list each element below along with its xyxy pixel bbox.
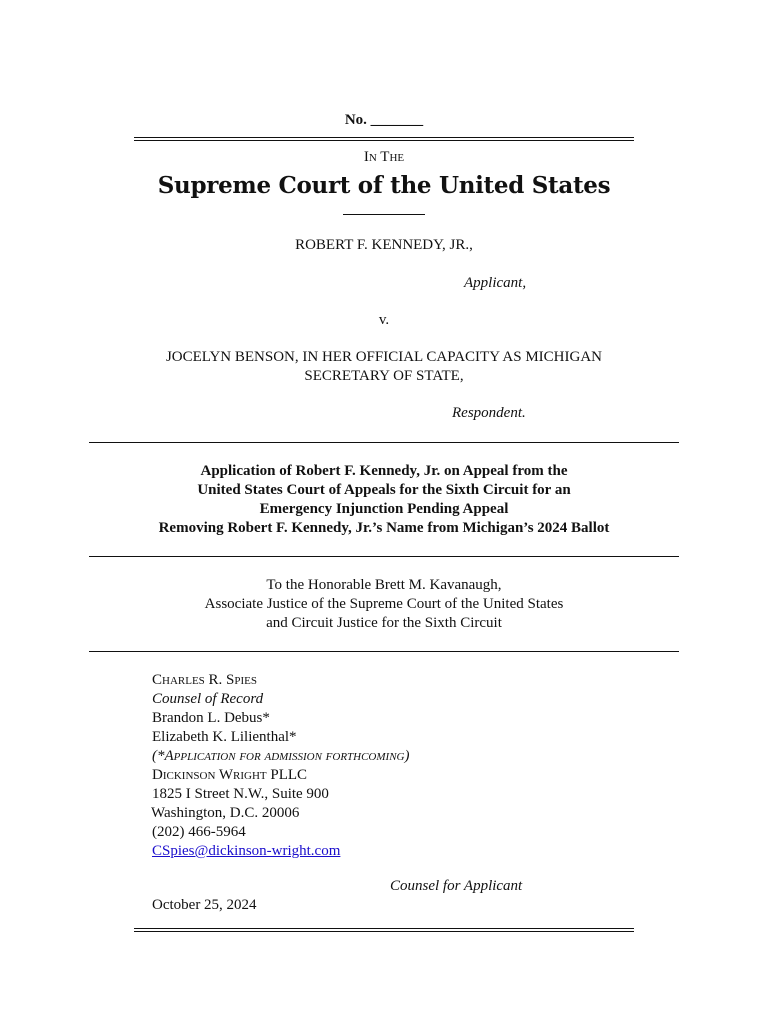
addressee-line: To the Honorable Brett M. Kavanaugh, [266,577,502,593]
addressee-line: and Circuit Justice for the Sixth Circuit [266,615,502,631]
respondent-role: Respondent. [452,405,526,421]
respondent-line-1: JOCELYN BENSON, IN HER OFFICIAL CAPACITY AS MICHIGAN [165,349,603,365]
firm-name: Dickinson Wright PLLC [152,767,308,783]
addressee-line: Associate Justice of the Supreme Court of the United States [204,596,564,612]
bottom-double-rule [134,928,634,932]
application-title [0,462,768,538]
title-line: Removing Robert F. Kennedy, Jr.’s Name from Michigan’s 2024 Ballot [158,520,610,536]
counsel-for-applicant: Counsel for Applicant [390,878,523,894]
email-link[interactable]: CSpies@dickinson-wright.com [152,843,341,859]
title-line: Emergency Injunction Pending Appeal [259,501,509,517]
rule-above-title [89,442,679,443]
court-name: Supreme Court of the United States [157,172,611,199]
counsel-attorney: Brandon L. Debus* [152,710,270,726]
counsel-block [152,671,409,861]
firm-phone: (202) 466-5964 [152,824,246,840]
admission-note: (*Application for admission forthcoming) [152,748,410,764]
title-line: Application of Robert F. Kennedy, Jr. on Appeal from the [200,463,568,479]
docket-number: No. _______ [344,112,424,128]
court-underline [343,214,425,215]
counsel-of-record: Counsel of Record [152,691,264,707]
versus: v. [378,312,390,328]
firm-address-1: 1825 I Street N.W., Suite 900 [152,786,329,802]
addressee [0,576,768,633]
counsel-lead: Charles R. Spies [152,672,258,688]
top-double-rule [134,137,634,141]
applicant-role: Applicant, [464,275,527,291]
respondent-line-2: SECRETARY OF STATE, [304,368,464,384]
title-line: United States Court of Appeals for the Sixth Circuit for an [197,482,571,498]
firm-address-2: Washington, D.C. 20006 [151,805,300,821]
applicant-name: ROBERT F. KENNEDY, JR., [295,237,473,253]
rule-above-counsel [89,651,679,652]
counsel-attorney: Elizabeth K. Lilienthal* [152,729,297,745]
filing-date: October 25, 2024 [152,897,257,913]
in-the-label: In The [363,149,405,165]
rule-above-addressee [89,556,679,557]
